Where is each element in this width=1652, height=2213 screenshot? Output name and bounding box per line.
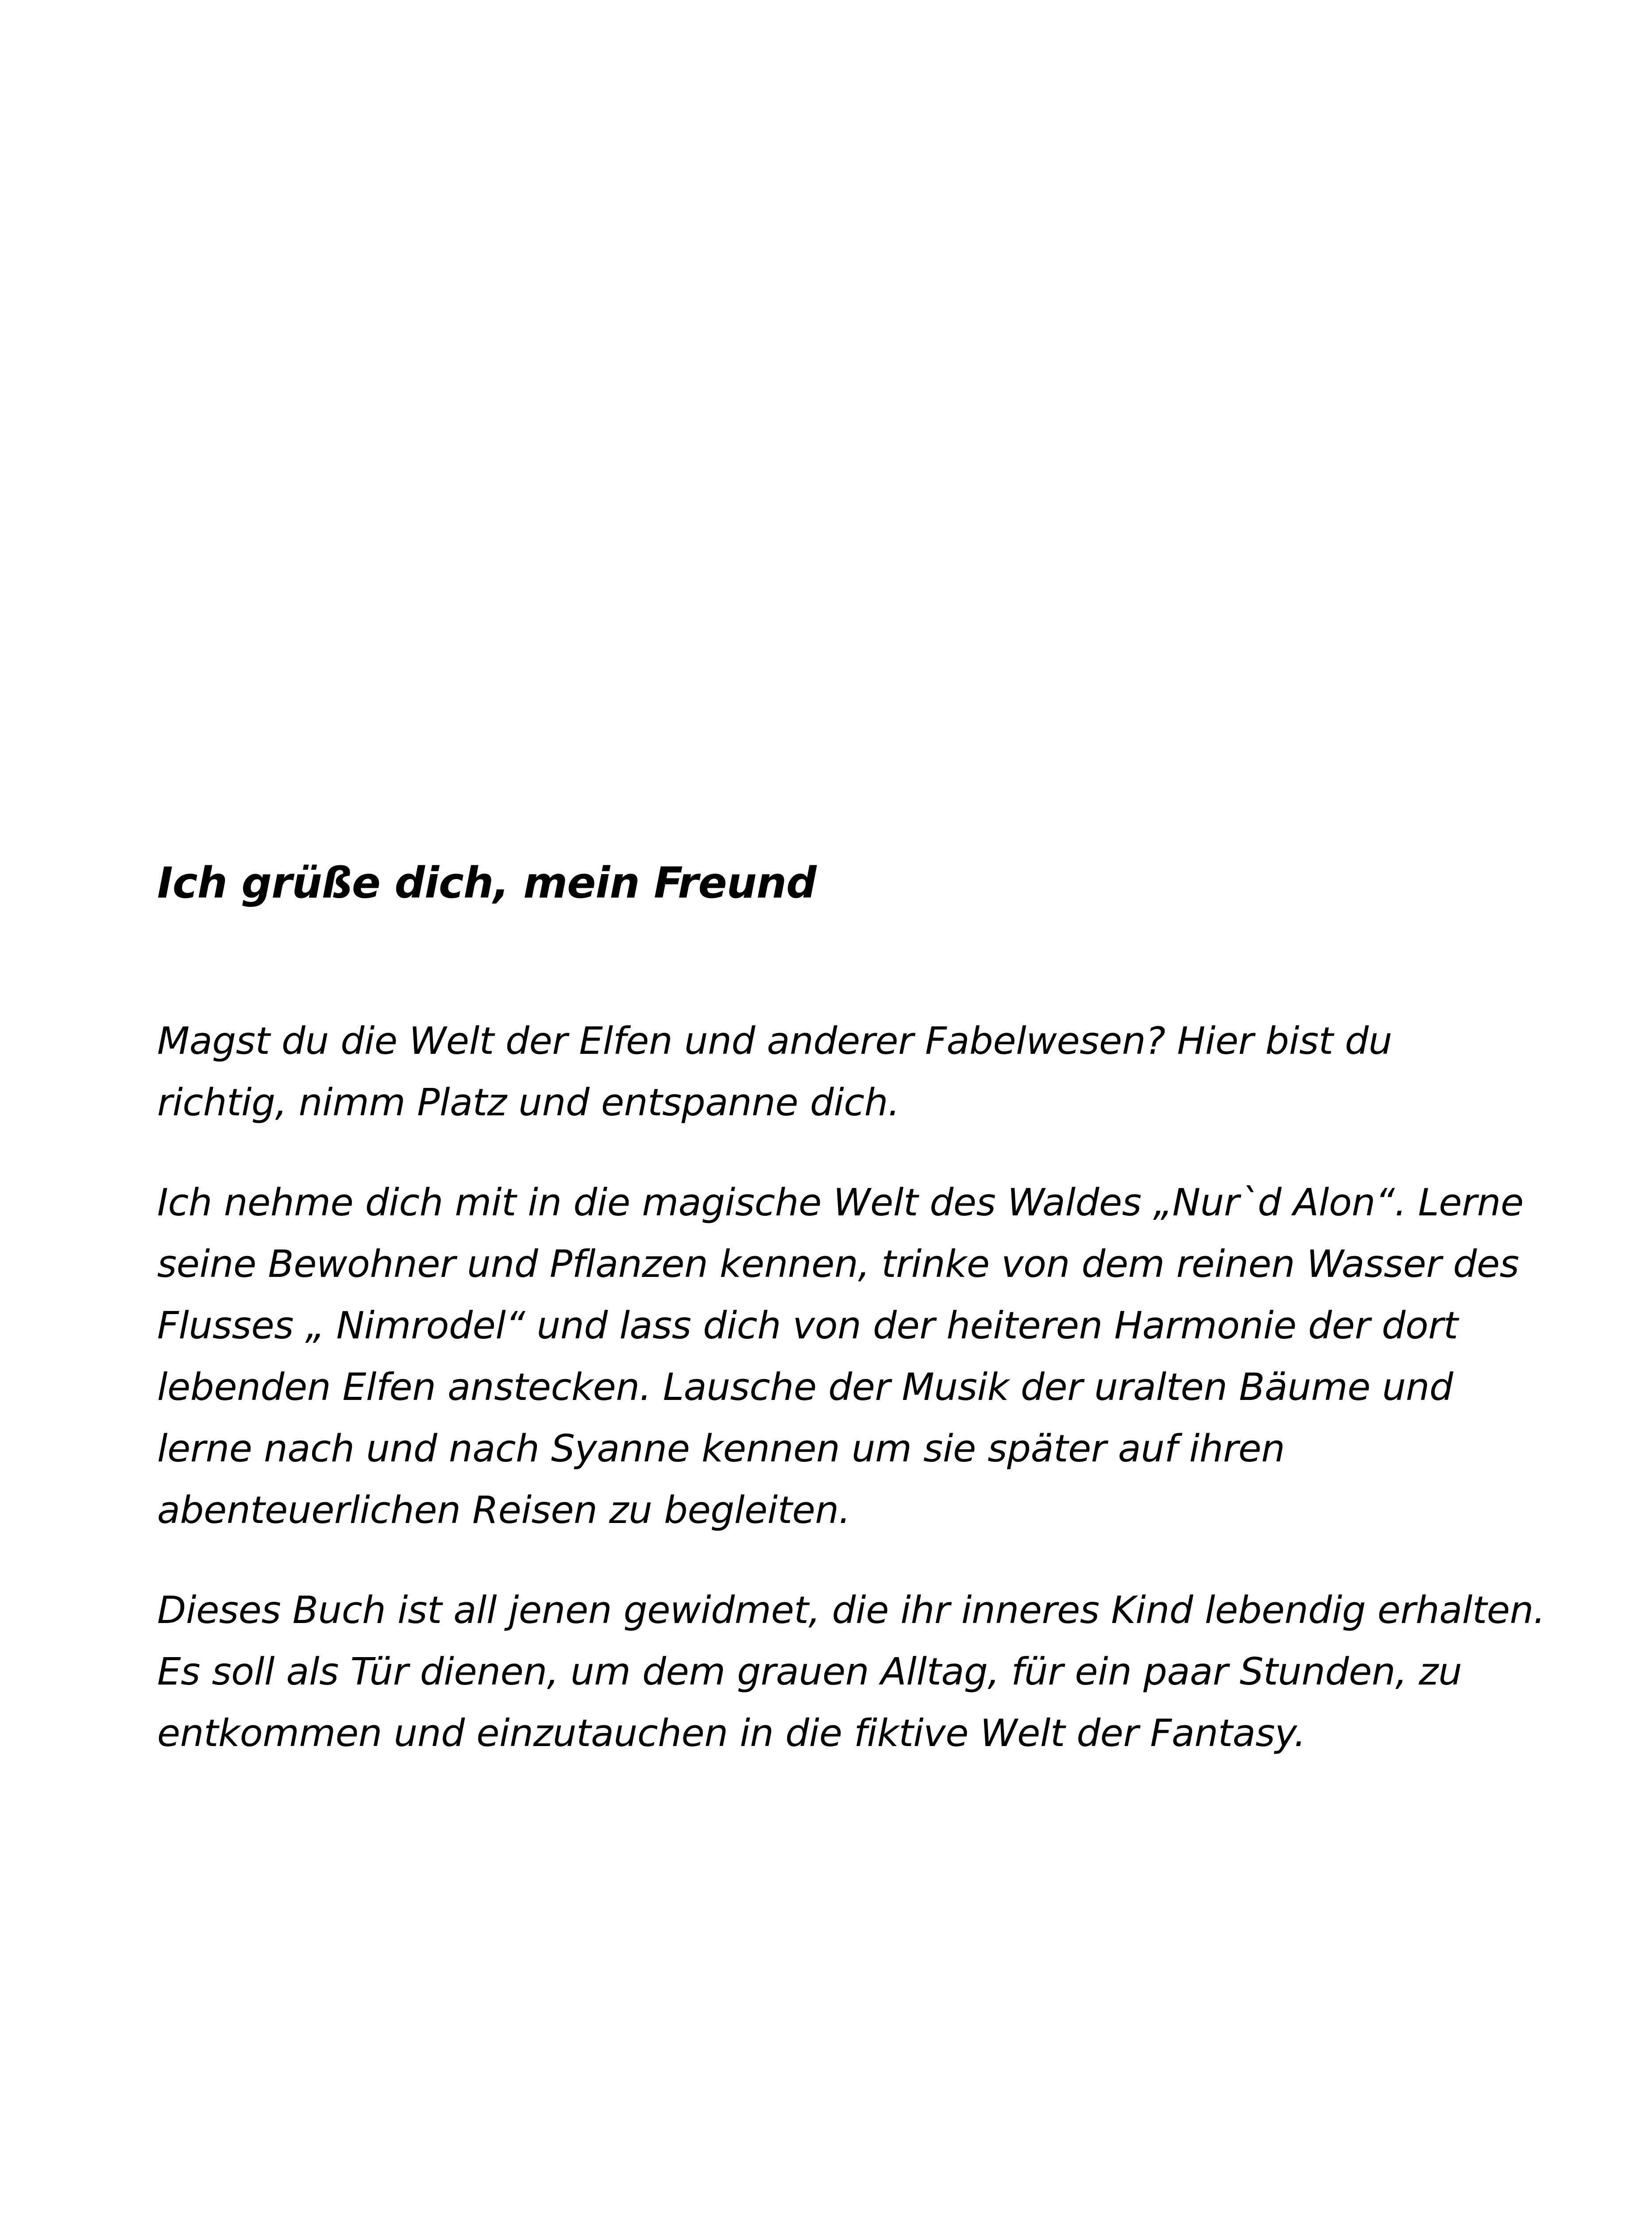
paragraph-line: Ich nehme dich mit in die magische Welt des Waldes „Nur`d Alon“. Lerne (157, 1181, 1524, 1225)
page-content (157, 852, 1545, 1764)
paragraph-line: lebenden Elfen anstecken. Lausche der Musik der uralten Bäume und (157, 1365, 1453, 1409)
paragraph-line: Magst du die Welt der Elfen und anderer Fabelwesen? Hier bist du (157, 1019, 1392, 1063)
forest-paragraph (157, 1172, 1524, 1541)
paragraph-line: Es soll als Tür dienen, um dem grauen Alltag, für ein paar Stunden, zu (157, 1650, 1462, 1694)
paragraph-line: Dieses Buch ist all jenen gewidmet, die ihr inneres Kind lebendig erhalten. (157, 1588, 1545, 1632)
dedication-paragraph (157, 1580, 1545, 1764)
paragraph-line: entkommen und einzutauchen in die fiktive Welt der Fantasy. (157, 1712, 1306, 1755)
paragraph-line: abenteuerlichen Reisen zu begleiten. (157, 1488, 851, 1532)
paragraph-line: Flusses „ Nimrodel“ und lass dich von der heiteren Harmonie der dort (157, 1304, 1458, 1348)
paragraph-line: richtig, nimm Platz und entspanne dich. (157, 1081, 900, 1125)
intro-paragraph (157, 1010, 1507, 1133)
paragraph-line: lerne nach und nach Syanne kennen um sie später auf ihren (157, 1427, 1285, 1471)
paragraph-line: seine Bewohner und Pflanzen kennen, trinke von dem reinen Wasser des (157, 1242, 1519, 1286)
page-heading: Ich grüße dich, mein Freund (157, 858, 816, 908)
